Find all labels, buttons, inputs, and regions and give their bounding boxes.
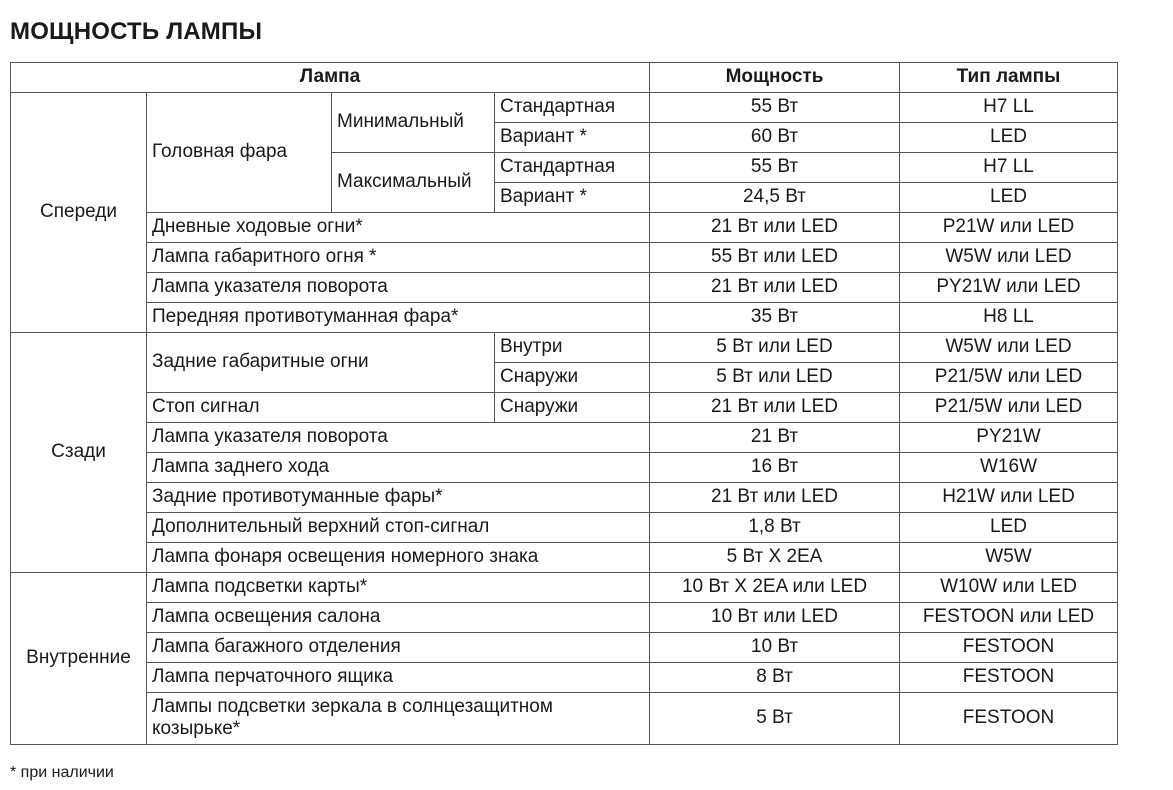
power-cell: 21 Вт или LED: [650, 483, 900, 513]
lamp-name: Задние противотуманные фары*: [147, 483, 650, 513]
section-front: Спереди: [11, 93, 147, 333]
type-cell: FESTOON: [900, 693, 1118, 745]
type-cell: FESTOON или LED: [900, 603, 1118, 633]
power-cell: 35 Вт: [650, 303, 900, 333]
type-cell: W5W или LED: [900, 333, 1118, 363]
page-title: МОЩНОСТЬ ЛАМПЫ: [10, 18, 263, 45]
variant-label: Стандартная: [495, 93, 650, 123]
header-power: Мощность: [650, 63, 900, 93]
type-cell: H21W или LED: [900, 483, 1118, 513]
type-cell: H8 LL: [900, 303, 1118, 333]
power-cell: 21 Вт или LED: [650, 213, 900, 243]
lamp-name: Лампа заднего хода: [147, 453, 650, 483]
footnote: * при наличии: [10, 764, 114, 781]
position-label: Снаружи: [495, 393, 650, 423]
table-row: [11, 543, 1118, 573]
table-row: [11, 243, 1118, 273]
type-cell: P21W или LED: [900, 213, 1118, 243]
type-cell: LED: [900, 513, 1118, 543]
lamp-name: Лампа багажного отделения: [147, 633, 650, 663]
lamp-name: Лампы подсветки зеркала в солнцезащитном козырьке*: [147, 693, 650, 745]
power-cell: 55 Вт или LED: [650, 243, 900, 273]
lamp-name: Передняя противотуманная фара*: [147, 303, 650, 333]
power-cell: 1,8 Вт: [650, 513, 900, 543]
lamp-name: Лампа перчаточного ящика: [147, 663, 650, 693]
power-cell: 21 Вт: [650, 423, 900, 453]
power-cell: 10 Вт или LED: [650, 603, 900, 633]
header-type: Тип лампы: [900, 63, 1118, 93]
headlight-label: Головная фара: [147, 93, 332, 213]
type-cell: PY21W: [900, 423, 1118, 453]
type-cell: W5W или LED: [900, 243, 1118, 273]
table-row: [11, 573, 1118, 603]
table-row: [11, 513, 1118, 543]
low-beam-label: Минимальный: [332, 93, 495, 153]
variant-label: Вариант *: [495, 123, 650, 153]
power-cell: 21 Вт или LED: [650, 273, 900, 303]
type-cell: PY21W или LED: [900, 273, 1118, 303]
table-row: [11, 453, 1118, 483]
power-cell: 5 Вт: [650, 693, 900, 745]
power-cell: 10 Вт: [650, 633, 900, 663]
lamp-name: Лампа указателя поворота: [147, 423, 650, 453]
lamp-name: Лампа указателя поворота: [147, 273, 650, 303]
power-cell: 55 Вт: [650, 153, 900, 183]
position-label: Снаружи: [495, 363, 650, 393]
lamp-name: Лампа фонаря освещения номерного знака: [147, 543, 650, 573]
table-row: [11, 423, 1118, 453]
power-cell: 8 Вт: [650, 663, 900, 693]
power-cell: 60 Вт: [650, 123, 900, 153]
table-row: [11, 393, 1118, 423]
table-header-row: [11, 63, 1118, 93]
variant-label: Стандартная: [495, 153, 650, 183]
table-row: [11, 93, 1118, 123]
variant-label: Вариант *: [495, 183, 650, 213]
lamp-name: Стоп сигнал: [147, 393, 495, 423]
power-cell: 10 Вт X 2EA или LED: [650, 573, 900, 603]
power-cell: 5 Вт или LED: [650, 333, 900, 363]
power-cell: 21 Вт или LED: [650, 393, 900, 423]
power-cell: 55 Вт: [650, 93, 900, 123]
lamp-name: Задние габаритные огни: [147, 333, 495, 393]
type-cell: LED: [900, 123, 1118, 153]
high-beam-label: Максимальный: [332, 153, 495, 213]
type-cell: W10W или LED: [900, 573, 1118, 603]
position-label: Внутри: [495, 333, 650, 363]
type-cell: P21/5W или LED: [900, 363, 1118, 393]
lamp-name: Лампа габаритного огня *: [147, 243, 650, 273]
lamp-name: Дополнительный верхний стоп-сигнал: [147, 513, 650, 543]
table-row: [11, 603, 1118, 633]
table-row: [11, 663, 1118, 693]
type-cell: W5W: [900, 543, 1118, 573]
lamp-name: Дневные ходовые огни*: [147, 213, 650, 243]
section-rear: Сзади: [11, 333, 147, 573]
table-row: [11, 333, 1118, 363]
type-cell: FESTOON: [900, 663, 1118, 693]
type-cell: FESTOON: [900, 633, 1118, 663]
power-cell: 5 Вт или LED: [650, 363, 900, 393]
type-cell: P21/5W или LED: [900, 393, 1118, 423]
lamp-name: Лампа подсветки карты*: [147, 573, 650, 603]
power-cell: 16 Вт: [650, 453, 900, 483]
table-row: [11, 303, 1118, 333]
lamp-power-table: [10, 62, 1118, 745]
type-cell: H7 LL: [900, 93, 1118, 123]
power-cell: 24,5 Вт: [650, 183, 900, 213]
power-cell: 5 Вт X 2EA: [650, 543, 900, 573]
type-cell: W16W: [900, 453, 1118, 483]
type-cell: LED: [900, 183, 1118, 213]
table-row: [11, 273, 1118, 303]
table-row: [11, 213, 1118, 243]
type-cell: H7 LL: [900, 153, 1118, 183]
header-lamp: Лампа: [11, 63, 650, 93]
table-row: [11, 633, 1118, 663]
table-row: [11, 693, 1118, 745]
section-interior: Внутренние: [11, 573, 147, 745]
lamp-name: Лампа освещения салона: [147, 603, 650, 633]
table-row: [11, 483, 1118, 513]
